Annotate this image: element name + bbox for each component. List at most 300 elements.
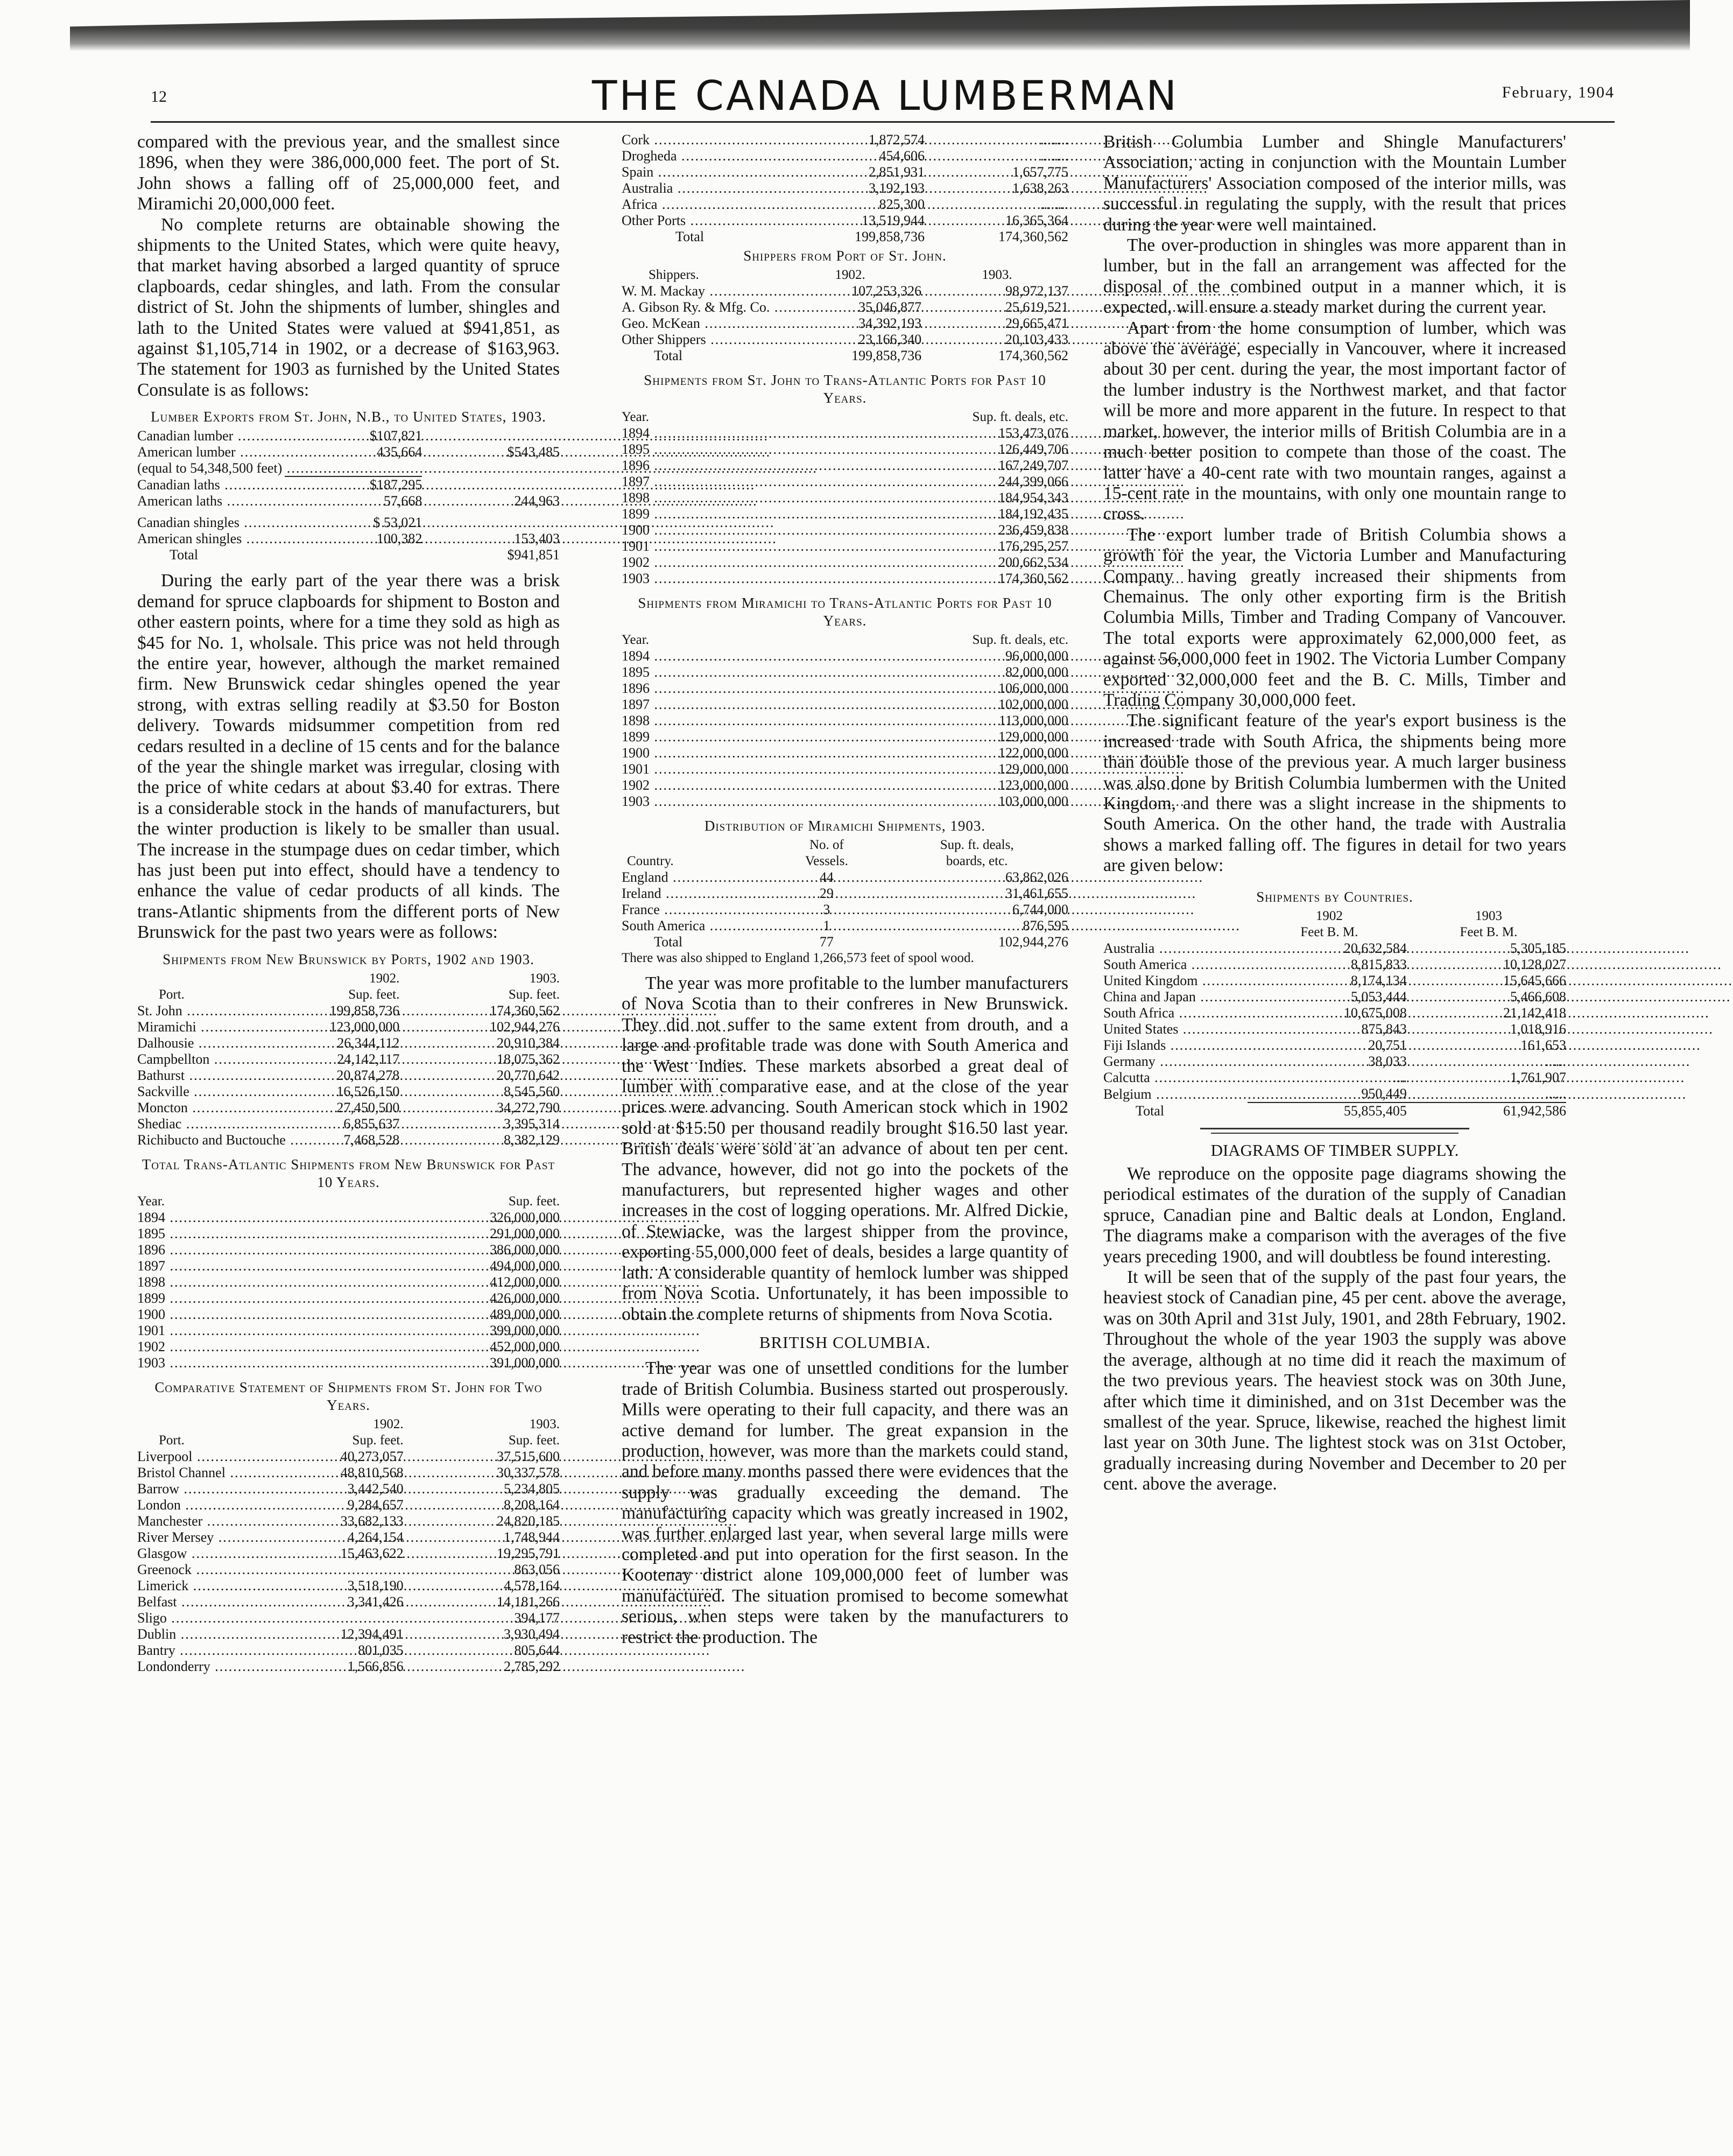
nb-port-row bbox=[137, 1116, 560, 1132]
ta-year-row bbox=[137, 1307, 560, 1323]
cs-port-row-label-cell bbox=[137, 1497, 247, 1513]
miramichi-year-row-label: 1902 ..... bbox=[622, 777, 1185, 793]
total-label: Total bbox=[654, 348, 683, 363]
exports-row-label-cell bbox=[137, 509, 285, 531]
exports-row-value: 153,403 bbox=[514, 531, 560, 547]
stjohn-year-row-value: 244,399,066 bbox=[998, 474, 1068, 489]
total-value: 199,858,736 bbox=[851, 348, 922, 363]
col-head: 1903 bbox=[1475, 908, 1502, 923]
cs-port-row-value: 1,657,775 bbox=[1012, 164, 1068, 180]
nb-port-row-value: 27,450,500 bbox=[336, 1099, 400, 1115]
cs-port-row-label-cell bbox=[137, 1513, 247, 1529]
cs-port-row-label-cell bbox=[622, 132, 781, 148]
cs-port-row bbox=[137, 1626, 560, 1642]
ta-year-row-label: 1895 ..... bbox=[137, 1226, 701, 1241]
miramichi-year-row bbox=[622, 680, 1068, 697]
miramichi-year-row-label: 1897 ..... bbox=[622, 697, 1185, 712]
col-head: Feet B. M. bbox=[1300, 924, 1358, 939]
miramichi-year-row-value: 129,000,000 bbox=[998, 761, 1068, 777]
cs-port-row-value: 33,682,133 bbox=[340, 1513, 404, 1529]
stjohn-year-row-value: 176,295,257 bbox=[998, 538, 1068, 554]
country-row-label-cell bbox=[1103, 1037, 1248, 1054]
stjohn-year-row-value: 167,249,707 bbox=[998, 458, 1068, 473]
nb-port-row bbox=[137, 1100, 560, 1116]
paragraph: The year was one of unsettled conditions for the lumber trade of British Columbia. Business started out prosperously. Mills were operating to their full capacity, and there was an active demand for lumber. The great expansion in the production, however, was more than the markets could stand, and before many months passed there were evidences that the supply was gradually exceeding the demand. The manufacturing capacity which was greatly increased in 1902, was further enlarged last year, when several large mills were completed and put into operation for the first season. In the Kootenay district alone 109,000,000 feet of lumber was manufactured. The situation promised to become somewhat serious, when steps were taken by the manufacturers to restrict the production. The bbox=[622, 1358, 1068, 1647]
country-row-label: Australia ..... bbox=[1103, 940, 1690, 956]
cs-port-row-label: Londonderry ..... bbox=[137, 1659, 745, 1674]
exports-row-label: American lumber ..... bbox=[137, 444, 771, 460]
ta-year-row-label: 1903 ..... bbox=[137, 1355, 701, 1371]
distribution-row-label: England ..... bbox=[622, 869, 1203, 885]
cs-port-row-label-cell bbox=[137, 1610, 247, 1626]
distribution-row bbox=[622, 918, 1068, 934]
stjohn-year-row-label: 1896 ..... bbox=[622, 458, 1185, 473]
total-label: Total bbox=[654, 934, 683, 950]
ta-year-row-label: 1901 ..... bbox=[137, 1323, 701, 1338]
nb-port-row-label: Sackville ..... bbox=[137, 1084, 724, 1099]
cs-port-row bbox=[137, 1642, 560, 1659]
col-head: Sup. feet. bbox=[508, 1193, 560, 1209]
country-row-label: Fiji Islands ..... bbox=[1103, 1037, 1701, 1053]
countries-table bbox=[1103, 908, 1566, 1119]
col-head: Year. bbox=[622, 410, 649, 424]
cs-port-row bbox=[137, 1594, 560, 1610]
distribution-row-label-cell bbox=[622, 869, 767, 886]
paragraph: We reproduce on the opposite page diagrams showing the periodical estimates of the duration of the supply of Canadian spruce, Canadian pine and Baltic deals at London, England. The diagrams make a comparison with the averages of the five years preceding 1900, and will doubtless be found interesting. bbox=[1103, 1164, 1566, 1267]
ta-year-row-label: 1900 ..... bbox=[137, 1307, 701, 1322]
cs-port-row-value: 8,208,164 bbox=[504, 1497, 560, 1513]
page-number: 12 bbox=[151, 88, 167, 106]
ta-year-row-label-cell bbox=[137, 1290, 251, 1307]
miramichi-year-row-value: 102,000,000 bbox=[998, 697, 1068, 712]
total-value: $941,851 bbox=[507, 547, 560, 563]
col-head: Year. bbox=[622, 633, 649, 647]
distribution-row-label-cell bbox=[622, 886, 767, 902]
ta-year-row-label-cell bbox=[137, 1242, 251, 1258]
stjohn-year-row bbox=[622, 538, 1068, 554]
cs-port-row-value: 2,785,292 bbox=[504, 1658, 560, 1674]
col-head: Port. bbox=[159, 987, 185, 1002]
cs-port-row-value: ........ bbox=[1040, 132, 1068, 148]
shipper-row bbox=[622, 315, 1068, 332]
section-heading: BRITISH COLUMBIA. bbox=[759, 1332, 931, 1352]
total-value: 199,858,736 bbox=[855, 229, 925, 244]
cs-port-row-label: River Mersey ..... bbox=[137, 1529, 749, 1545]
issue-date: February, 1904 bbox=[1502, 83, 1615, 101]
cs-port-row-label: Manchester ..... bbox=[137, 1513, 738, 1529]
ta-year-row-label-cell bbox=[137, 1323, 251, 1339]
shipper-row-value: 20,103,433 bbox=[1005, 332, 1068, 347]
ta-year-row bbox=[137, 1258, 560, 1274]
cs-port-row-label-cell bbox=[137, 1529, 247, 1546]
table-title-countries: Shipments by Countries. bbox=[1256, 888, 1413, 905]
stjohn-year-row-label-cell bbox=[622, 458, 717, 474]
nb-port-row-value: 7,468,528 bbox=[343, 1132, 400, 1148]
cs-port-row-label: Limerick ..... bbox=[137, 1578, 724, 1593]
nb-port-row bbox=[137, 1003, 560, 1019]
ta-year-row bbox=[137, 1339, 560, 1355]
country-row bbox=[1103, 1005, 1566, 1021]
stjohn-year-row-label-cell bbox=[622, 441, 717, 458]
cs-port-row bbox=[622, 132, 1068, 148]
col-head: Sup. ft. deals, etc. bbox=[972, 410, 1068, 424]
cs-port-row-value: 863,056 bbox=[514, 1561, 560, 1577]
stjohn-year-row-label: 1902 ..... bbox=[622, 554, 1185, 570]
stjohn-year-row-label: 1895 ..... bbox=[622, 441, 1185, 457]
col-head: 1903. bbox=[529, 971, 560, 986]
stjohn-year-row-value: 126,449,706 bbox=[998, 441, 1068, 457]
col-head: 1902. bbox=[369, 971, 400, 986]
miramichi-year-row-label: 1900 ..... bbox=[622, 745, 1185, 761]
cs-port-row-label: Glasgow ..... bbox=[137, 1546, 722, 1561]
exports-row-label-cell bbox=[137, 493, 285, 509]
shipper-row bbox=[622, 283, 1068, 299]
country-row-label: Belgium ..... bbox=[1103, 1086, 1687, 1102]
ta-year-row-value: 489,000,000 bbox=[490, 1306, 560, 1322]
stjohn-year-row-label-cell bbox=[622, 506, 717, 522]
stjohn-year-row-label: 1894 ..... bbox=[622, 425, 1185, 441]
cs-port-row bbox=[137, 1546, 560, 1562]
nb-port-row-value: 20,910,384 bbox=[497, 1035, 560, 1051]
ta-year-row bbox=[137, 1274, 560, 1290]
total-value: 77 bbox=[819, 934, 834, 950]
shipper-row-label: Geo. McKean ..... bbox=[622, 315, 1235, 331]
country-row-value: 161,653 bbox=[1520, 1037, 1566, 1053]
nb-port-row-label-cell bbox=[137, 1100, 239, 1116]
shipper-row-label: A. Gibson Ry. & Mfg. Co. ..... bbox=[622, 299, 1305, 315]
miramichi-year-row-label-cell bbox=[622, 761, 717, 777]
country-row-value: 875,843 bbox=[1361, 1021, 1407, 1037]
cs-port-row-label: Cork ..... bbox=[622, 132, 1185, 148]
country-row-label-cell bbox=[1103, 1021, 1248, 1037]
country-row-value: 950,449 bbox=[1361, 1085, 1407, 1101]
stjohn-year-row-value: 236,459,838 bbox=[998, 522, 1068, 538]
miramichi-year-row-value: 96,000,000 bbox=[1005, 648, 1068, 664]
cs-port-row-label-cell bbox=[137, 1659, 247, 1675]
exports-total-row bbox=[137, 547, 560, 563]
shipper-row-value: 98,972,137 bbox=[1005, 283, 1068, 299]
exports-row-value: 435,664 bbox=[376, 444, 422, 460]
distribution-row-label-cell bbox=[622, 918, 767, 934]
cs-port-row-value: 2,851,931 bbox=[869, 164, 925, 180]
ta-year-row-value: 291,000,000 bbox=[490, 1225, 560, 1241]
total-value: 61,942,586 bbox=[1407, 1102, 1566, 1119]
exports-row bbox=[137, 476, 560, 493]
nb-port-row-value: 8,545,560 bbox=[504, 1083, 560, 1099]
country-row-value: 1,761,907 bbox=[1510, 1069, 1566, 1085]
cs-port-row-label: Bristol Channel ..... bbox=[137, 1465, 760, 1480]
country-row-label: South America ..... bbox=[1103, 957, 1722, 972]
nb-port-row-label: St. John ..... bbox=[137, 1003, 717, 1019]
cs-port-row bbox=[622, 213, 1068, 229]
miramichi-year-row-label-cell bbox=[622, 713, 717, 729]
country-row-label: China and Japan ..... bbox=[1103, 989, 1731, 1005]
cs-port-row-value: 24,820,185 bbox=[497, 1513, 560, 1529]
country-row-label: South Africa ..... bbox=[1103, 1005, 1710, 1021]
nb-port-row bbox=[137, 1019, 560, 1035]
cs-port-row-label-cell bbox=[137, 1626, 247, 1642]
country-row-label: Germany ..... bbox=[1103, 1054, 1690, 1069]
ta-year-row-label: 1894 ..... bbox=[137, 1210, 701, 1225]
nb-port-row-label-cell bbox=[137, 1019, 239, 1035]
exports-row-value: $107,821 bbox=[369, 428, 422, 444]
cs-port-row bbox=[622, 164, 1068, 180]
miramichi-year-row-label: 1901 ..... bbox=[622, 761, 1185, 777]
country-row-label-cell bbox=[1103, 1005, 1248, 1021]
exports-row-label-cell bbox=[137, 460, 285, 476]
distribution-row-label: South America ..... bbox=[622, 918, 1241, 933]
distribution-row-value: 3 bbox=[823, 902, 830, 917]
cs-port-row bbox=[137, 1465, 560, 1481]
country-row bbox=[1103, 1037, 1566, 1054]
col-head: Country. bbox=[627, 854, 674, 868]
paragraph: During the early part of the year there was a brisk demand for spruce clapboards for shipment to Boston and other eastern points, where for a time they sold as high as $45 for No. 1, wholsale. This price was not held through the entire year, however, although the market remained firm. New Brunswick cedar shingles opened the year strong, with extras selling readily at $3.50 for Boston delivery. Towards midsummer competition from red cedars resulted in a decline of 15 cents and for the balance of the year the shingle market was irregular, closing with the price of white cedars at about $3.40 for extras. There is a considerable stock in the hands of manufacturers, but the winter production is likely to be smaller than usual. The increase in the stumpage dues on cedar timber, which has just been put into effect, should have a tendency to enhance the value of cedar products of all kinds. The trans-Atlantic shipments from the different ports of New Brunswick for the past two years were as follows: bbox=[137, 571, 560, 943]
ta-year-row-value: 386,000,000 bbox=[490, 1241, 560, 1258]
nb-port-row bbox=[137, 1068, 560, 1084]
distribution-row-label: Ireland ..... bbox=[622, 886, 1196, 901]
col-head: Sup. feet. bbox=[348, 987, 400, 1002]
shipper-row-label-cell bbox=[622, 283, 774, 299]
miramichi-year-row bbox=[622, 664, 1068, 680]
distribution-row-value: 29 bbox=[819, 886, 834, 901]
total-value: 174,360,562 bbox=[998, 229, 1068, 244]
miramichi-year-row-value: 129,000,000 bbox=[998, 729, 1068, 745]
country-row-value: 5,466,608 bbox=[1510, 988, 1566, 1005]
ta-year-row-label: 1896 ..... bbox=[137, 1242, 701, 1258]
ta-year-row-label: 1898 ..... bbox=[137, 1274, 701, 1290]
table-title-nb-ports: Shipments from New Brunswick by Ports, 1902 and 1903. bbox=[163, 951, 534, 967]
country-row-label-cell bbox=[1103, 940, 1248, 957]
country-row bbox=[1103, 957, 1566, 973]
cs-port-row-label: Dublin ..... bbox=[137, 1626, 711, 1642]
country-row-value: 10,128,027 bbox=[1503, 956, 1566, 972]
distribution-row-label-cell bbox=[622, 902, 767, 918]
miramichi-year-row bbox=[622, 648, 1068, 664]
cs-port-row bbox=[137, 1529, 560, 1546]
exports-row bbox=[137, 460, 560, 476]
nb-port-row-value: 8,382,129 bbox=[504, 1132, 560, 1148]
cs-port-row bbox=[137, 1659, 560, 1675]
shipper-row-label-cell bbox=[622, 332, 774, 348]
stjohn-year-row bbox=[622, 425, 1068, 441]
miramichi-year-row-label-cell bbox=[622, 680, 717, 697]
miramichi-year-row bbox=[622, 697, 1068, 713]
ta-year-row-value: 399,000,000 bbox=[490, 1322, 560, 1338]
distribution-note: There was also shipped to England 1,266,573 feet of spool wood. bbox=[622, 951, 974, 965]
cs-port-row-label: Greenock ..... bbox=[137, 1562, 727, 1577]
stjohn-year-row bbox=[622, 506, 1068, 522]
paragraph: The export lumber trade of British Columbia shows a growth for the year, the Victoria Lumber and Manufacturing Company having greatly increased their shipments from Chemainus. The only other exporting firm is the British Columbia Mills, Timber and Trading Company of Vancouver. The total exports were approximately 62,000,000 feet, as against 56,000,000 feet in 1902. The Victoria Lumber Company exported 32,000,000 feet and the B. C. Mills, Timber and Trading Company 30,000,000 feet. bbox=[1103, 524, 1566, 710]
total-value: 174,360,562 bbox=[998, 348, 1068, 363]
scan-edge-artifact bbox=[70, 0, 1690, 51]
ta-year-row-label-cell bbox=[137, 1355, 251, 1371]
stjohn-year-row-label: 1900 ..... bbox=[622, 522, 1185, 538]
miramichi-year-row-label-cell bbox=[622, 745, 717, 761]
nb-port-row-label-cell bbox=[137, 1084, 239, 1100]
country-row-value: 10,675,008 bbox=[1343, 1005, 1407, 1021]
header-rule bbox=[151, 121, 1615, 123]
nb-port-row-value: 34,272,790 bbox=[497, 1099, 560, 1115]
nb-port-row-label: Campbellton ..... bbox=[137, 1051, 745, 1067]
country-row-label-cell bbox=[1103, 973, 1248, 989]
column-1 bbox=[137, 132, 560, 1675]
cs-port-row-value: 3,930,494 bbox=[504, 1626, 560, 1642]
distribution-row bbox=[622, 886, 1068, 902]
cs-port-row bbox=[137, 1513, 560, 1529]
column-2 bbox=[622, 132, 1068, 1648]
column-3 bbox=[1103, 132, 1566, 1495]
miramichi-year-row-label-cell bbox=[622, 697, 717, 713]
country-row bbox=[1103, 989, 1566, 1005]
exports-row-value: 100,382 bbox=[376, 531, 422, 547]
cs-port-row-value: 394,177 bbox=[514, 1610, 560, 1626]
cs-port-row-value: 3,341,426 bbox=[347, 1593, 404, 1610]
cs-port-row-label-cell bbox=[137, 1465, 247, 1481]
distribution-row-value: 63,862,026 bbox=[1005, 869, 1068, 885]
nb-port-row-value: 18,075,362 bbox=[497, 1051, 560, 1067]
paragraph: It will be seen that of the supply of the past four years, the heaviest stock of Canadian pine, 45 per cent. above the average, was on 30th April and 31st July, 1901, and 28th February, 1902. Throughout the whole of the year 1903 the supply was above the average, although at no time did it reach the maximum of the two previous years. The heaviest stock was on 30th June, after which time it diminished, and on 31st December was the smallest of the year. Spruce, likewise, reached the highest limit last year on 30th June. The lightest stock was on 31st October, gradually increasing during November and December to 20 per cent. above the average. bbox=[1103, 1267, 1566, 1494]
country-row-value: 5,053,444 bbox=[1350, 988, 1407, 1005]
exports-row-label: American shingles ..... bbox=[137, 531, 777, 546]
cs-port-row-label: London ..... bbox=[137, 1497, 716, 1513]
distribution-row bbox=[622, 902, 1068, 918]
ta-year-row bbox=[137, 1323, 560, 1339]
ta-year-row-label: 1897 ..... bbox=[137, 1258, 701, 1274]
cs-port-row-value: 1,748,944 bbox=[504, 1529, 560, 1545]
miramichi-year-row bbox=[622, 729, 1068, 745]
exports-row bbox=[137, 493, 560, 509]
exports-table bbox=[137, 428, 560, 563]
cs-port-row-value: 48,810,568 bbox=[340, 1464, 404, 1480]
shipper-row-label: W. M. Mackay ..... bbox=[622, 283, 1241, 299]
distribution-row-value: 44 bbox=[819, 869, 834, 885]
cs-port-row-label-cell bbox=[137, 1481, 247, 1497]
shipper-row-value: 25,619,521 bbox=[1005, 299, 1068, 315]
exports-row-label: Canadian shingles ..... bbox=[137, 515, 774, 530]
cs-port-row-label: Africa ..... bbox=[622, 196, 1193, 212]
cs-port-row-label: Bantry ..... bbox=[137, 1642, 710, 1658]
cs-port-row-label: Other Ports ..... bbox=[622, 213, 1221, 228]
ta-year-row bbox=[137, 1210, 560, 1226]
shipper-row-label-cell bbox=[622, 299, 774, 315]
country-row bbox=[1103, 973, 1566, 989]
exports-row-label: Canadian lumber ..... bbox=[137, 428, 769, 444]
ta-year-row-label-cell bbox=[137, 1258, 251, 1274]
col-head: Sup. ft. deals, etc. bbox=[972, 633, 1068, 647]
country-row bbox=[1103, 1070, 1566, 1086]
exports-row bbox=[137, 444, 560, 460]
stjohn-year-row bbox=[622, 474, 1068, 490]
ta-year-row bbox=[137, 1242, 560, 1258]
ta-year-row bbox=[137, 1355, 560, 1371]
shipper-row-value: 35,046,877 bbox=[858, 299, 922, 315]
exports-row-label: (equal to 54,348,500 feet) ..... bbox=[137, 460, 818, 476]
miramichi-year-row-label: 1896 ..... bbox=[622, 680, 1185, 696]
stjohn-year-row-label-cell bbox=[622, 474, 717, 490]
stjohn-year-row-label-cell bbox=[622, 490, 717, 506]
stjohn-year-row-value: 184,192,435 bbox=[998, 506, 1068, 522]
nb-port-row-value: 123,000,000 bbox=[329, 1019, 400, 1035]
stjohn-year-row-label-cell bbox=[622, 425, 717, 441]
total-value: 55,855,405 bbox=[1248, 1102, 1407, 1119]
exports-row-label: Canadian laths ..... bbox=[137, 477, 755, 493]
stjohn-year-row-label: 1899 ..... bbox=[622, 506, 1185, 522]
exports-row-label-cell bbox=[137, 444, 285, 460]
stjohn-year-row-label-cell bbox=[622, 538, 717, 554]
cs-port-row-label: Belfast ..... bbox=[137, 1594, 712, 1610]
country-row bbox=[1103, 1021, 1566, 1037]
nb-port-row bbox=[137, 1132, 560, 1148]
col-head: Vessels. bbox=[805, 854, 848, 868]
nb-port-row-value: 174,360,562 bbox=[490, 1002, 560, 1019]
miramichi-year-row-label: 1894 ..... bbox=[622, 648, 1185, 664]
exports-row bbox=[137, 531, 560, 547]
cs-port-row-value: ........ bbox=[1040, 196, 1068, 212]
ta-year-row-value: 494,000,000 bbox=[490, 1258, 560, 1274]
country-row-value: ...... bbox=[1545, 1085, 1566, 1101]
ta-year-row-value: 412,000,000 bbox=[490, 1274, 560, 1290]
exports-row-label-cell bbox=[137, 428, 285, 444]
stjohn-year-row-value: 200,662,534 bbox=[998, 554, 1068, 570]
ta-year-row-value: 452,000,000 bbox=[490, 1338, 560, 1354]
miramichi-year-row-label: 1903 ..... bbox=[622, 793, 1185, 809]
ta-year-row bbox=[137, 1226, 560, 1242]
cs-port-row bbox=[137, 1449, 560, 1465]
cs-port-row-label-cell bbox=[137, 1449, 247, 1465]
exports-row-value: $543,485 bbox=[507, 444, 560, 460]
stjohn-year-row-label: 1903 ..... bbox=[622, 571, 1185, 586]
country-row-label: United Kingdom ..... bbox=[1103, 973, 1733, 988]
exports-row-value: 244,963 bbox=[514, 493, 560, 509]
nb-port-row-label-cell bbox=[137, 1003, 239, 1019]
paragraph: No complete returns are obtainable showing the shipments to the United States, which were quite heavy, that market having absorbed a larged quantity of spruce clapboards, cedar shingles, and lath. From the consular district of St. John the shipments of lumber, shingles and lath to the United States were valued at $941,851, as against $1,105,714 in 1902, or a decrease of $163,963. The statement for 1903 as furnished by the United States Consulate is as follows: bbox=[137, 214, 560, 400]
country-row-value: 15,645,666 bbox=[1503, 972, 1566, 988]
col-head: Sup. feet. bbox=[508, 987, 560, 1002]
stjohn-year-row-value: 184,954,343 bbox=[998, 490, 1068, 505]
shippers-table bbox=[622, 267, 1068, 364]
page-header bbox=[151, 67, 1615, 127]
cs-port-row-label: Spain ..... bbox=[622, 164, 1189, 180]
miramichi-year-row-value: 103,000,000 bbox=[998, 793, 1068, 809]
stjohn-year-row bbox=[622, 554, 1068, 571]
col-head: No. of bbox=[809, 838, 844, 852]
col-head: Sup. feet. bbox=[508, 1432, 560, 1448]
shipper-row bbox=[622, 332, 1068, 348]
col-head: 1903. bbox=[982, 268, 1012, 282]
ta-table bbox=[137, 1193, 560, 1371]
cs-port-row-label-cell bbox=[137, 1562, 247, 1578]
col-head: Sup. ft. deals, bbox=[940, 838, 1014, 852]
col-head: boards, etc. bbox=[946, 854, 1008, 868]
masthead-title: THE CANADA LUMBERMAN bbox=[592, 72, 1179, 120]
cs-port-row-value: 4,264,154 bbox=[347, 1529, 404, 1545]
cs-port-row-label-cell bbox=[622, 213, 781, 229]
nb-port-row-label: Shediac ..... bbox=[137, 1116, 717, 1132]
cs-port-row-value: 454,606 bbox=[879, 148, 925, 164]
miramichi-year-row-label: 1898 ..... bbox=[622, 713, 1185, 728]
nb-port-row-label: Bathurst ..... bbox=[137, 1068, 720, 1083]
table-title-exports: Lumber Exports from St. John, N.B., to United States, 1903. bbox=[151, 409, 546, 425]
cs-port-row-value: 16,365,364 bbox=[1005, 213, 1068, 228]
cs-port-row-value: 9,284,657 bbox=[347, 1497, 404, 1513]
table-title-shippers: Shippers from Port of St. John. bbox=[743, 248, 947, 264]
exports-row-value: $ 53,021 bbox=[373, 515, 422, 531]
col-head: 1902. bbox=[835, 268, 865, 282]
miramichi-year-row bbox=[622, 713, 1068, 729]
ta-year-row-value: 426,000,000 bbox=[490, 1290, 560, 1306]
table-title-stjohn: Shipments from St. John to Trans-Atlantic Ports for Past 10 Years. bbox=[644, 372, 1046, 406]
country-row-value: 21,142,418 bbox=[1503, 1005, 1566, 1021]
